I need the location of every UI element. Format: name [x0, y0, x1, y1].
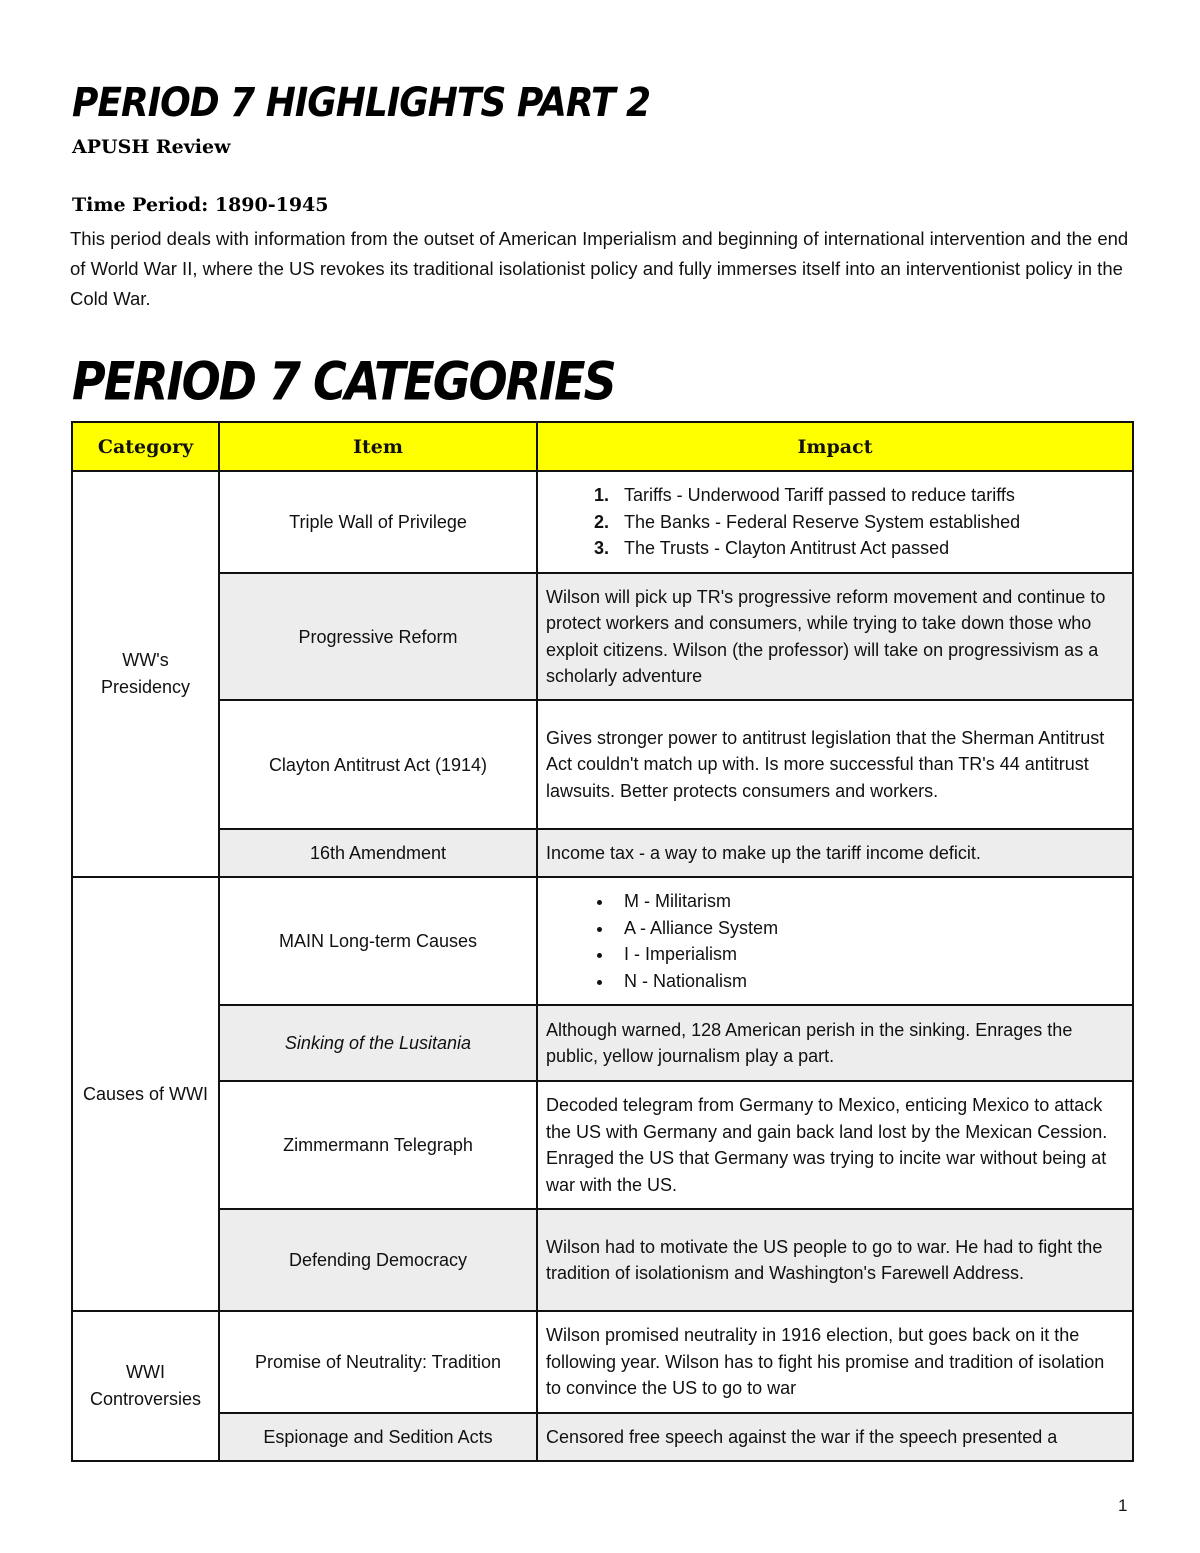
- table-row: [72, 1413, 1133, 1461]
- item-cell: Zimmermann Telegraph: [219, 1081, 537, 1209]
- item-cell: Espionage and Sedition Acts: [219, 1413, 537, 1461]
- impact-bullet-list: [546, 888, 1124, 994]
- impact-cell: Gives stronger power to antitrust legislation that the Sherman Antitrust Act couldn't match up with. Is more successful than TR's 44 antitrust lawsuits. Better protects consumers and workers.: [537, 700, 1133, 829]
- time-period-heading: Time Period: 1890-1945: [72, 194, 329, 216]
- category-cell: Causes of WWI: [72, 877, 219, 1311]
- list-item: 1. Tariffs - Underwood Tariff passed to reduce tariffs: [614, 482, 1124, 509]
- list-item: • I - Imperialism: [614, 941, 1124, 968]
- page-title: PERIOD 7 HIGHLIGHTS PART 2: [72, 80, 651, 126]
- item-cell: Promise of Neutrality: Tradition: [219, 1311, 537, 1413]
- impact-cell: Decoded telegram from Germany to Mexico, enticing Mexico to attack the US with Germany and gain back land lost by the Mexican Cession. Enraged the US that Germany was trying to incite war without being at war with the US.: [537, 1081, 1133, 1209]
- item-cell: Progressive Reform: [219, 573, 537, 700]
- table-row: [72, 471, 1133, 573]
- list-item: • N - Nationalism: [614, 968, 1124, 995]
- item-cell: Triple Wall of Privilege: [219, 471, 537, 573]
- table-row: [72, 829, 1133, 877]
- table-header-row: [72, 422, 1133, 471]
- item-cell: Clayton Antitrust Act (1914): [219, 700, 537, 829]
- table-row: [72, 1209, 1133, 1311]
- item-cell: Sinking of the Lusitania: [219, 1005, 537, 1081]
- table-row: [72, 1081, 1133, 1209]
- item-cell: Defending Democracy: [219, 1209, 537, 1311]
- impact-cell: [537, 471, 1133, 573]
- list-item: • A - Alliance System: [614, 915, 1124, 942]
- section-title: PERIOD 7 CATEGORIES: [72, 350, 615, 413]
- table-row: [72, 1311, 1133, 1413]
- categories-table: [71, 421, 1134, 1462]
- list-item: 2. The Banks - Federal Reserve System established: [614, 509, 1124, 536]
- category-cell: WWI Controversies: [72, 1311, 219, 1461]
- intro-paragraph: This period deals with information from the outset of American Imperialism and beginning of international intervention and the end of World War II, where the US revokes its traditional isolationist policy and fully immerses itself into an interventionist policy in the Cold War.: [70, 228, 1129, 309]
- item-cell: MAIN Long-term Causes: [219, 877, 537, 1005]
- item-cell: 16th Amendment: [219, 829, 537, 877]
- column-header-impact: Impact: [537, 422, 1133, 471]
- table-row: [72, 700, 1133, 829]
- list-item: 3. The Trusts - Clayton Antitrust Act passed: [614, 535, 1124, 562]
- list-item: • M - Militarism: [614, 888, 1124, 915]
- impact-cell: Wilson had to motivate the US people to go to war. He had to fight the tradition of isolationism and Washington's Farewell Address.: [537, 1209, 1133, 1311]
- column-header-category: Category: [72, 422, 219, 471]
- page-number: 1: [1118, 1496, 1128, 1515]
- table-row: [72, 573, 1133, 700]
- column-header-item: Item: [219, 422, 537, 471]
- impact-cell: Censored free speech against the war if the speech presented a: [537, 1413, 1133, 1461]
- impact-numbered-list: [546, 482, 1124, 562]
- table-row: [72, 877, 1133, 1005]
- impact-cell: Wilson promised neutrality in 1916 election, but goes back on it the following year. Wilson has to fight his promise and tradition of isolation to convince the US to go to war: [537, 1311, 1133, 1413]
- subtitle: APUSH Review: [72, 136, 231, 158]
- table-row: [72, 1005, 1133, 1081]
- impact-cell: Income tax - a way to make up the tariff income deficit.: [537, 829, 1133, 877]
- category-cell: WW's Presidency: [72, 471, 219, 877]
- impact-cell: [537, 877, 1133, 1005]
- impact-cell: Although warned, 128 American perish in the sinking. Enrages the public, yellow journalism play a part.: [537, 1005, 1133, 1081]
- impact-cell: Wilson will pick up TR's progressive reform movement and continue to protect workers and consumers, while trying to take down those who exploit citizens. Wilson (the professor) will take on progressivism as a scholarly adventure: [537, 573, 1133, 700]
